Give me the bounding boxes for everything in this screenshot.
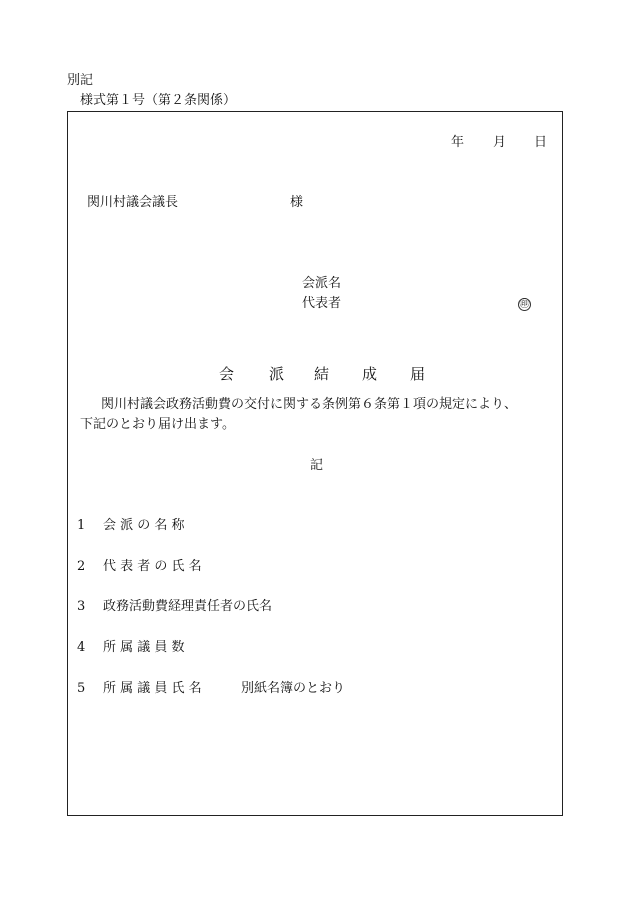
title-char-4: 成 (362, 365, 378, 383)
item-2-number: 2 (77, 559, 86, 574)
item-4-number: 4 (77, 640, 86, 655)
item-3-number: 3 (77, 599, 86, 614)
title-char-3: 結 (314, 365, 330, 383)
item-5-value: 別紙名簿のとおり (241, 681, 346, 696)
representative-label: 代表者 (302, 296, 342, 311)
title-char-1: 会 (219, 365, 235, 383)
faction-name-label: 会派名 (302, 276, 342, 291)
seal-mark: ㊞ (519, 299, 530, 310)
item-2-label: 代 表 者 の 氏 名 (103, 559, 202, 574)
ki-heading: 記 (310, 458, 324, 473)
title-char-5: 届 (410, 365, 426, 383)
item-4-label: 所 属 議 員 数 (103, 640, 185, 655)
appendix-label: 別記 (67, 73, 94, 88)
item-5-label: 所 属 議 員 氏 名 (103, 681, 202, 696)
date-day: 日 (534, 135, 548, 150)
date-year: 年 (451, 135, 465, 150)
title-char-2: 派 (269, 365, 285, 383)
addressee-honorific: 様 (290, 195, 304, 210)
date-month: 月 (493, 135, 507, 150)
item-3-label: 政務活動費経理責任者の氏名 (103, 599, 273, 614)
body-line-2: 下記のとおり届け出ます。 (80, 417, 235, 432)
item-1-number: 1 (77, 518, 86, 533)
form-number-label: 様式第１号（第２条関係） (80, 93, 237, 108)
item-5-number: 5 (77, 681, 86, 696)
item-1-label: 会 派 の 名 称 (103, 518, 185, 533)
addressee-name: 関川村議会議長 (87, 195, 179, 210)
body-line-1: 関川村議会政務活動費の交付に関する条例第６条第１項の規定により、 (101, 397, 518, 412)
